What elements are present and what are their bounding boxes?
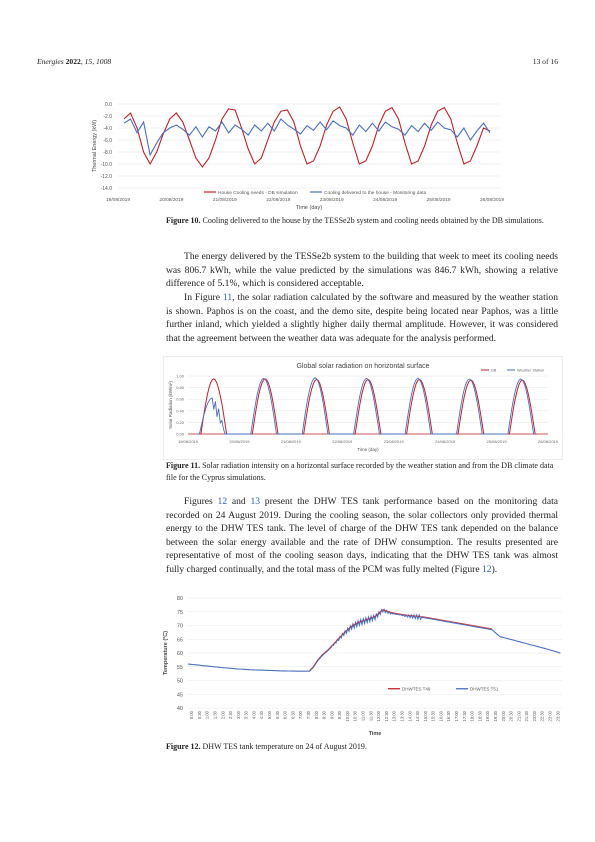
figure-11-chart [163,356,563,460]
x-tick-label: 22/08/2019 [266,198,291,203]
x-tick-label: 18:00 [469,711,475,722]
x-tick-label: 17:00 [454,711,460,722]
x-tick-label: 5:30 [274,711,280,720]
text-run: Figures [184,496,218,507]
x-tick-label: 21/08/2019 [280,439,301,444]
x-tick-label: 1:00 [204,711,210,720]
x-tick-label: 20/08/2019 [229,439,250,444]
y-tick-label: 0.0 [105,102,112,108]
y-tick-label: 75 [176,609,183,616]
x-tick-label: 10:30 [352,711,358,722]
caption-text: Solar radiation intensity on a horizontal surface recorded by the weather station and from the DB climate data file for the Cyprus simulations. [166,461,554,482]
x-tick-label: 19:00 [485,711,491,722]
caption-label: Figure 12. [166,742,201,751]
figure-10-caption [166,215,558,227]
y-tick-label: 0.20 [176,419,184,425]
x-tick-label: 4:30 [259,711,265,720]
caption-label: Figure 10. [166,216,201,225]
y-tick-label: 45 [176,692,183,699]
x-tick-label: 9:30 [337,711,343,720]
x-tick-label: 17:30 [461,711,467,722]
running-header-citation: Energies 2022, 15, 1008 [37,57,112,66]
figure-12-caption [166,741,558,753]
x-tick-label: 14:00 [407,711,413,722]
x-tick-label: 2:00 [220,711,226,720]
figure-13-link[interactable]: 13 [250,496,261,507]
x-tick-label: 7:00 [298,711,304,720]
paragraph-solar-radiation [166,291,558,345]
x-tick-label: 13:00 [391,711,397,722]
journal-name: Energies [37,57,64,66]
x-tick-label: 8:00 [313,711,319,720]
x-tick-label: 26/08/2019 [537,439,559,444]
figure-12-chart [160,590,570,736]
x-axis-label: Time (day) [295,205,323,211]
y-tick-label: 0.40 [176,408,184,414]
legend-label: DB [491,368,497,373]
x-tick-label: 10:00 [344,711,350,722]
x-tick-label: 15:30 [430,711,436,722]
x-axis-label: Time (day) [357,447,379,452]
figure-10-chart [88,96,508,211]
y-tick-label: 55 [176,664,183,671]
x-tick-label: 21:00 [516,711,522,722]
x-tick-label: 25/08/2019 [426,198,451,203]
x-tick-label: 2:30 [228,711,234,720]
legend-label: Cooling delivered to the house - Monitoring data [324,191,427,196]
x-tick-label: 19/08/2019 [105,198,131,203]
y-axis-label: Thermal Energy (kW) [92,119,98,173]
journal-year: 2022 [65,57,81,66]
x-tick-label: 22:30 [539,711,545,722]
x-tick-label: 25/08/2019 [486,439,507,444]
figure-11-caption [166,460,558,484]
x-tick-label: 3:00 [235,711,241,720]
x-tick-label: 6:00 [282,711,288,720]
y-tick-label: -12.0 [100,174,112,180]
x-tick-label: 23:00 [547,711,553,722]
y-tick-label: 40 [176,706,183,712]
paragraph-dhw-tes [166,495,558,577]
x-tick-label: 19:30 [492,711,498,722]
y-tick-label: -2.0 [103,114,112,120]
x-tick-label: 3:30 [243,711,249,720]
x-tick-label: 23:30 [555,711,561,722]
text-run: In Figure [184,292,223,303]
figure-12-link[interactable]: 12 [217,496,228,507]
x-tick-label: 23/08/2019 [383,439,404,444]
series-line [124,119,490,155]
y-axis-label: Temperature (ºC) [163,630,169,676]
text-run: , the solar radiation calculated by the software and measured by the weather station is shown. Paphos is on the coast, and the demo site, despite being located near Paphos, was a little further inland, which yielded a slightly higher daily thermal amplitude. However, it was considered that the agreement between the weather data was adequate for the analysis performed. [166,292,558,344]
y-tick-label: -8.0 [103,150,112,156]
y-tick-label: -14.0 [100,186,112,192]
chart-title: Global solar radiation on horizontal surface [296,363,430,370]
legend-label: DHWTES T51 [470,686,499,692]
y-tick-label: 60 [176,651,183,657]
x-tick-label: 7:30 [305,711,311,720]
x-tick-label: 11:30 [368,711,374,722]
x-tick-label: 9:00 [329,711,335,720]
x-tick-label: 18:30 [477,711,483,722]
x-tick-label: 23/08/2019 [319,198,344,203]
x-tick-label: 20/08/2019 [159,198,184,203]
x-tick-label: 14:30 [415,711,421,722]
x-tick-label: 26/08/2019 [479,198,505,203]
x-axis-label: Time [368,731,382,737]
x-tick-label: 24/08/2019 [373,198,398,203]
y-tick-label: 1.00 [176,373,184,379]
caption-label: Figure 11. [166,461,201,470]
y-tick-label: -4.0 [103,126,112,132]
article-number: 1008 [96,57,112,66]
text-run: ). [491,563,498,575]
journal-volume: 15 [84,57,93,66]
legend-label: Weather Station [517,368,545,373]
x-tick-label: 15:00 [422,711,428,722]
x-tick-label: 6:30 [290,711,296,720]
x-tick-label: 13:30 [399,711,405,722]
page-number: 13 of 16 [532,57,558,66]
text-run: and [227,496,251,507]
figure-12-link[interactable]: 12 [482,563,492,575]
y-tick-label: 0.80 [176,385,184,391]
y-tick-label: 50 [176,678,183,685]
series-line-db [199,379,536,434]
x-tick-label: 22/08/2019 [332,439,353,444]
y-tick-label: 65 [176,637,183,644]
x-tick-label: 8:30 [321,711,327,720]
x-tick-label: 21:30 [524,711,530,722]
x-tick-label: 24/08/2019 [435,439,456,444]
x-tick-label: 11:00 [360,711,366,722]
series-line-dhwtes-t49 [310,610,492,671]
y-tick-label: 0.60 [176,396,184,402]
x-tick-label: 12:30 [383,711,389,722]
y-tick-label: 70 [176,623,183,630]
text-run: present the DHW TES tank performance based on the monitoring data recorded on 24 August 2019. During the cooling season, the solar collectors only provided thermal energy to the DHW TES tank. The level of charge of the DHW TES tank depended on the balance between the solar energy available and the rate of DHW consumption. The results presented are representative of most of the cooling season days, indicating that the DHW TES tank was almost fully charged continually, and the total mass of the PCM was fully melted (Figure [166,496,558,575]
x-tick-label: 5:00 [267,711,273,720]
x-tick-label: 12:00 [376,711,382,722]
y-tick-label: 0.00 [176,431,184,437]
x-tick-label: 19/08/2019 [177,439,199,444]
x-tick-label: 0:00 [189,711,195,720]
caption-text: Cooling delivered to the house by the TESSe2b system and cooling needs obtained by the DB simulations. [202,216,544,225]
x-tick-label: 0:30 [196,711,202,720]
x-tick-label: 22:00 [531,711,537,722]
x-tick-label: 20:00 [500,711,506,722]
x-tick-label: 20:30 [508,711,514,722]
figure-11-link[interactable]: 11 [222,292,233,303]
x-tick-label: 4:00 [251,711,257,720]
y-tick-label: -6.0 [103,138,112,144]
x-tick-label: 16:00 [438,711,444,722]
series-line-weather-station [198,378,535,434]
legend-label: DHWTES T49 [402,686,431,692]
caption-text: DHW TES tank temperature on 24 of August 2019. [202,742,367,751]
series-line-dhwtes-t51 [188,609,560,671]
y-tick-label: 80 [176,596,183,602]
paragraph-energy-delivered: The energy delivered by the TESSe2b system to the building that week to meet its cooling needs was 806.7 kWh, while the value predicted by the simulations was 846.7 kWh, showing a relative difference of 5.1%, which is considered acceptable. [166,251,558,290]
x-tick-label: 21/08/2019 [212,198,237,203]
y-tick-label: -10.0 [100,162,112,168]
x-tick-label: 16:30 [446,711,452,722]
y-axis-label: Solar Radiation (kW/m²) [168,380,173,430]
chart-frame [164,357,563,460]
legend-label: House Cooling needs - DB simulation [218,191,298,196]
x-tick-label: 1:30 [212,711,218,720]
